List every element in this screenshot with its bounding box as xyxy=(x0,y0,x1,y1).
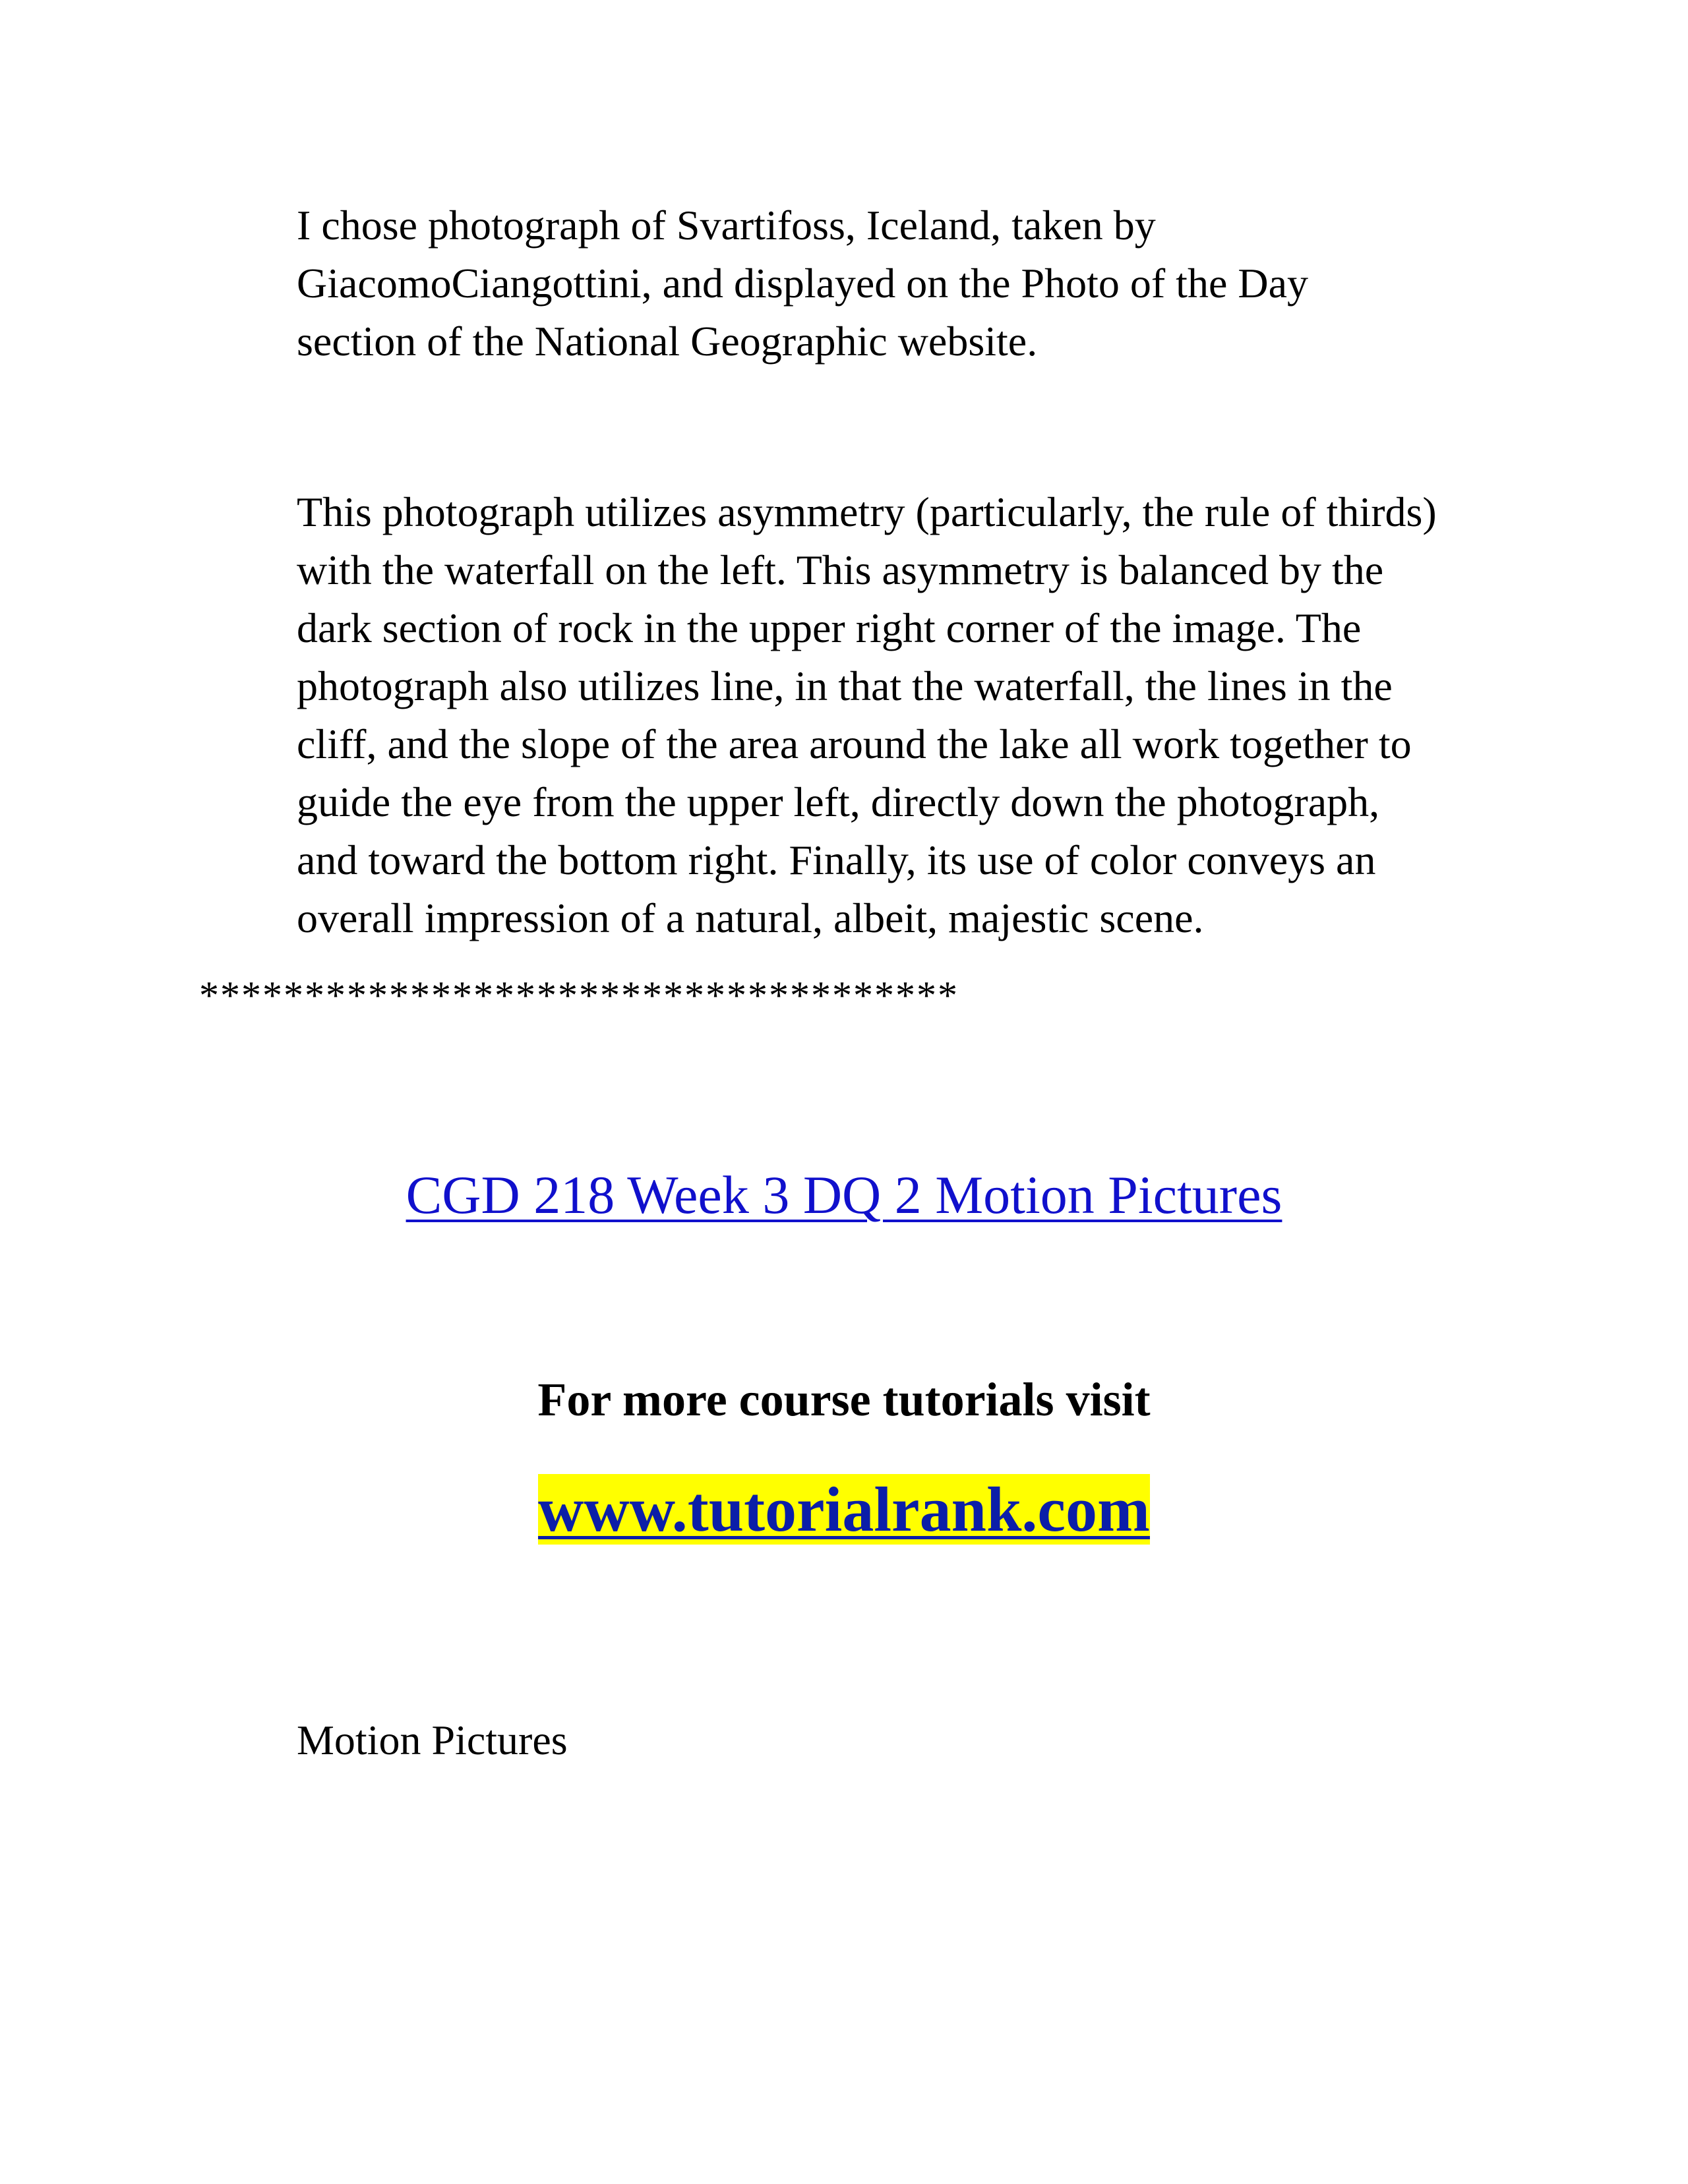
paragraph-line: I chose photograph of Svartifoss, Iceland, taken by xyxy=(297,202,1156,249)
section-heading: Motion Pictures xyxy=(297,1717,568,1763)
promo-url-link[interactable]: www.tutorialrank.com xyxy=(538,1474,1150,1545)
promo-url-container xyxy=(0,1471,1688,1548)
paragraph-line: dark section of rock in the upper right corner of the image. The xyxy=(297,605,1362,651)
paragraph-line: and toward the bottom right. Finally, its use of color conveys an xyxy=(297,837,1376,883)
paragraph-line: photograph also utilizes line, in that the waterfall, the lines in the xyxy=(297,663,1393,709)
intro-paragraph xyxy=(297,196,1308,370)
paragraph-line: overall impression of a natural, albeit, majestic scene. xyxy=(297,895,1204,941)
asterisk-separator: ************************************ xyxy=(199,974,959,1017)
paragraph-line: GiacomoCiangottini, and displayed on the Photo of the Day xyxy=(297,260,1308,307)
analysis-paragraph xyxy=(297,483,1437,947)
paragraph-line: guide the eye from the upper left, directly down the photograph, xyxy=(297,779,1380,825)
course-link-container xyxy=(0,1159,1688,1231)
paragraph-line: section of the National Geographic website. xyxy=(297,318,1038,365)
promo-text: For more course tutorials visit xyxy=(537,1373,1151,1426)
paragraph-line: This photograph utilizes asymmetry (particularly, the rule of thirds) xyxy=(297,488,1437,535)
paragraph-line: with the waterfall on the left. This asymmetry is balanced by the xyxy=(297,546,1384,593)
paragraph-line: cliff, and the slope of the area around the lake all work together to xyxy=(297,721,1412,767)
course-link[interactable]: CGD 218 Week 3 DQ 2 Motion Pictures xyxy=(406,1165,1282,1225)
